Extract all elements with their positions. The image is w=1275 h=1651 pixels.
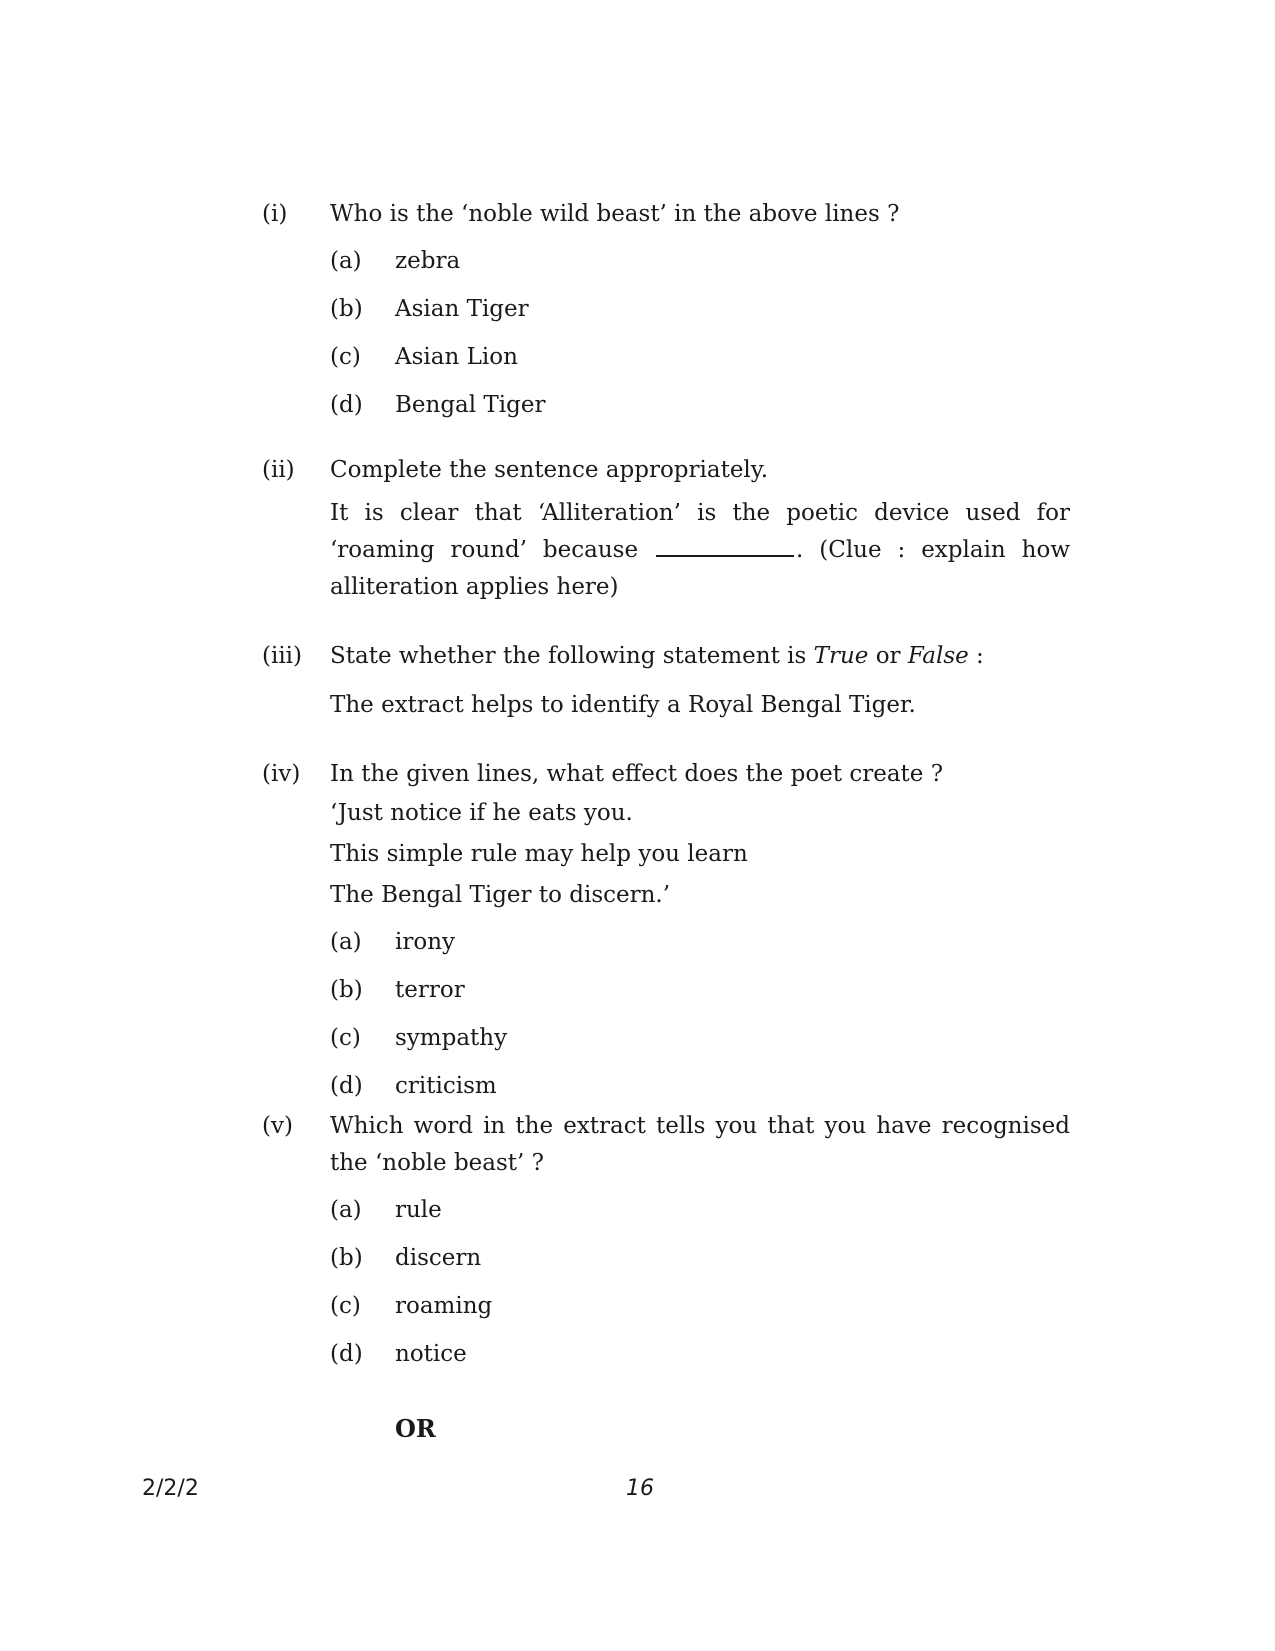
or-separator: OR [395,1414,436,1443]
paper-code: 2/2/2 [142,1476,199,1501]
option-letter: (c) [330,1025,361,1051]
option [330,285,1070,333]
page-number: 16 [626,1476,654,1501]
answer-blank [656,533,794,557]
question-2 [262,452,1070,606]
question-5 [262,1108,1070,1378]
option-letter: (d) [330,392,363,418]
true-word: True [813,643,869,669]
question-number: (v) [262,1113,293,1139]
question-text: Who is the ‘noble wild beast’ in the above lines ? [330,201,900,227]
question-number: (iii) [262,643,303,669]
fill-in-paragraph [330,495,1070,606]
option-text: irony [395,929,456,955]
option [330,1186,1070,1234]
question-4 [262,756,1070,1110]
question-text-start: State whether the following statement is [330,643,814,669]
option-text: notice [395,1341,467,1367]
option-text: Asian Lion [395,344,518,370]
option-letter: (b) [330,296,363,322]
question-text: Complete the sentence appropriately. [330,457,769,483]
option-text: discern [395,1245,482,1271]
option-letter: (b) [330,1245,363,1271]
statement-text: The extract helps to identify a Royal Bengal Tiger. [330,692,916,718]
option [330,966,1070,1014]
option [330,1234,1070,1282]
option-letter: (a) [330,929,362,955]
question-text-end: : [968,643,984,669]
option [330,237,1070,285]
option-letter: (a) [330,1197,362,1223]
question-3 [262,638,1070,724]
option [330,333,1070,381]
option-text: sympathy [395,1025,508,1051]
question-text: In the given lines, what effect does the poet create ? [330,761,944,787]
option-text: rule [395,1197,442,1223]
false-word: False [907,643,969,669]
option-text: zebra [395,248,461,274]
option [330,1062,1070,1110]
paragraph-text-after: . (Clue : explain how alliteration applies here) [330,537,1071,600]
option-text: Asian Tiger [395,296,529,322]
option-text: Bengal Tiger [395,392,546,418]
option [330,918,1070,966]
option-text: terror [395,977,465,1003]
paragraph-text-before: It is clear that ‘Alliteration’ is the poetic device used for ‘roaming round’ because [330,500,1070,563]
poem-line: This simple rule may help you learn [330,841,748,867]
option-letter: (b) [330,977,363,1003]
option-text: criticism [395,1073,497,1099]
question-text [330,638,1070,675]
question-number: (iv) [262,761,301,787]
option [330,1014,1070,1062]
option-letter: (d) [330,1073,363,1099]
question-text: Which word in the extract tells you that you have recognised the ‘noble beast’ ? [330,1113,1070,1176]
option-letter: (c) [330,1293,361,1319]
option-text: roaming [395,1293,493,1319]
option [330,381,1070,429]
option [330,1330,1070,1378]
or-word: or [868,643,908,669]
question-number: (i) [262,201,288,227]
option-letter: (a) [330,248,362,274]
question-number: (ii) [262,457,295,483]
option [330,1282,1070,1330]
poem-line: ‘Just notice if he eats you. [330,800,633,826]
option-letter: (c) [330,344,361,370]
poem-line: The Bengal Tiger to discern.’ [330,882,671,908]
question-1 [262,196,1070,429]
option-letter: (d) [330,1341,363,1367]
poem-extract [330,793,1070,916]
